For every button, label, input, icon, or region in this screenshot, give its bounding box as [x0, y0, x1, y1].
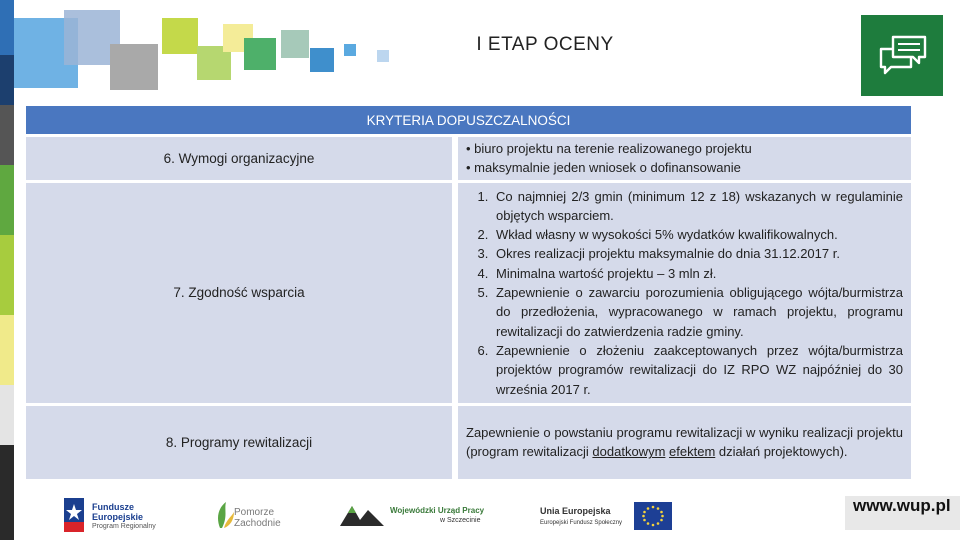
underlined-text: dodatkowym [592, 444, 666, 460]
deco-square [377, 50, 389, 62]
logo-fundusze-europejskie [64, 496, 174, 534]
logo-text: Europejskie [92, 512, 144, 522]
left-strip-6 [0, 315, 14, 385]
deco-square [110, 44, 158, 90]
deco-square [344, 44, 356, 56]
logo-text: Wojewódzki Urząd Pracy [390, 506, 485, 515]
list-item: 5. Zapewnienie o zawarciu porozumienia obligującego wójta/burmistrza do przedłożenia, wypracowanego w ramach projektu, programu rewitalizacji do zatwierdzenia radzie gminy. [492, 283, 903, 341]
logo-text: w Szczecinie [440, 517, 481, 524]
list-item: 6. Zapewnienie o złożeniu zaakceptowanych przez wójta/burmistrza projektów programów rewitalizacji do IZ RPO WZ najpóźniej do 30 września 2017 r. [492, 341, 903, 399]
list-item: 4. Minimalna wartość projektu – 3 mln zł. [492, 264, 903, 283]
table-row [26, 404, 911, 480]
deco-square [281, 30, 309, 58]
left-strip-7 [0, 385, 14, 445]
criterion-content [455, 404, 911, 480]
list-item: 2. Wkład własny w wysokości 5% wydatków kwalifikowalnych. [492, 225, 903, 244]
list-item: 1. Co najmniej 2/3 gmin (minimum 12 z 18) wskazanych w regulaminie objętych wsparciem. [492, 187, 903, 226]
deco-square [310, 48, 334, 72]
logo-pomorze-zachodnie [212, 500, 292, 534]
pomorze-logo-icon [212, 500, 234, 530]
logo-text: Program Regionalny [92, 523, 156, 530]
underlined-text: efektem [669, 444, 716, 460]
left-strip-5 [0, 235, 14, 315]
criterion-label: 8. Programy rewitalizacji [26, 404, 455, 480]
criterion-label: 7. Zgodność wsparcia [26, 181, 455, 404]
bullet-item: • maksymalnie jeden wniosek o dofinansowanie [466, 160, 741, 176]
speech-bubbles-icon [861, 15, 943, 96]
content-text: działań projektowych). [715, 444, 848, 460]
deco-square [162, 18, 198, 54]
wup-logo-icon [338, 500, 386, 530]
logo-text: Unia Europejska [540, 506, 611, 516]
footer-logos [0, 490, 960, 540]
logo-text: Pomorze [234, 507, 275, 518]
left-strip-1 [0, 0, 14, 55]
eu-flag-icon [634, 502, 672, 530]
criterion-content [455, 181, 911, 404]
logo-text: Zachodnie [234, 518, 281, 529]
chat-icon [861, 15, 943, 96]
table-row [26, 136, 911, 182]
table-header: KRYTERIA DOPUSZCZALNOŚCI [26, 106, 911, 136]
criterion-label: 6. Wymogi organizacyjne [26, 136, 455, 182]
deco-square [244, 38, 276, 70]
list-item: 3. Okres realizacji projektu maksymalnie do dnia 31.12.2017 r. [492, 244, 903, 263]
criteria-table [26, 106, 911, 482]
logo-wup [338, 500, 488, 534]
fe-logo-icon [64, 498, 86, 532]
table-row [26, 181, 911, 404]
left-strip-3 [0, 105, 14, 165]
left-strip-2 [0, 55, 14, 105]
left-strip-4 [0, 165, 14, 235]
website-url[interactable]: www.wup.pl [845, 496, 960, 530]
page-title: I ETAP OCENY [476, 34, 614, 55]
logo-text: Europejski Fundusz Społeczny [540, 520, 623, 526]
criteria-list [466, 187, 903, 399]
logo-text: Fundusze [92, 502, 134, 512]
logo-unia-europejska [540, 502, 680, 534]
bullet-item: • biuro projektu na terenie realizowanego projektu [466, 141, 752, 156]
criterion-content [455, 136, 911, 182]
content-text: Zapewnienie o powstaniu programu rewitalizacji w wyniku realizacji projektu (program rewitalizacji [466, 425, 903, 460]
